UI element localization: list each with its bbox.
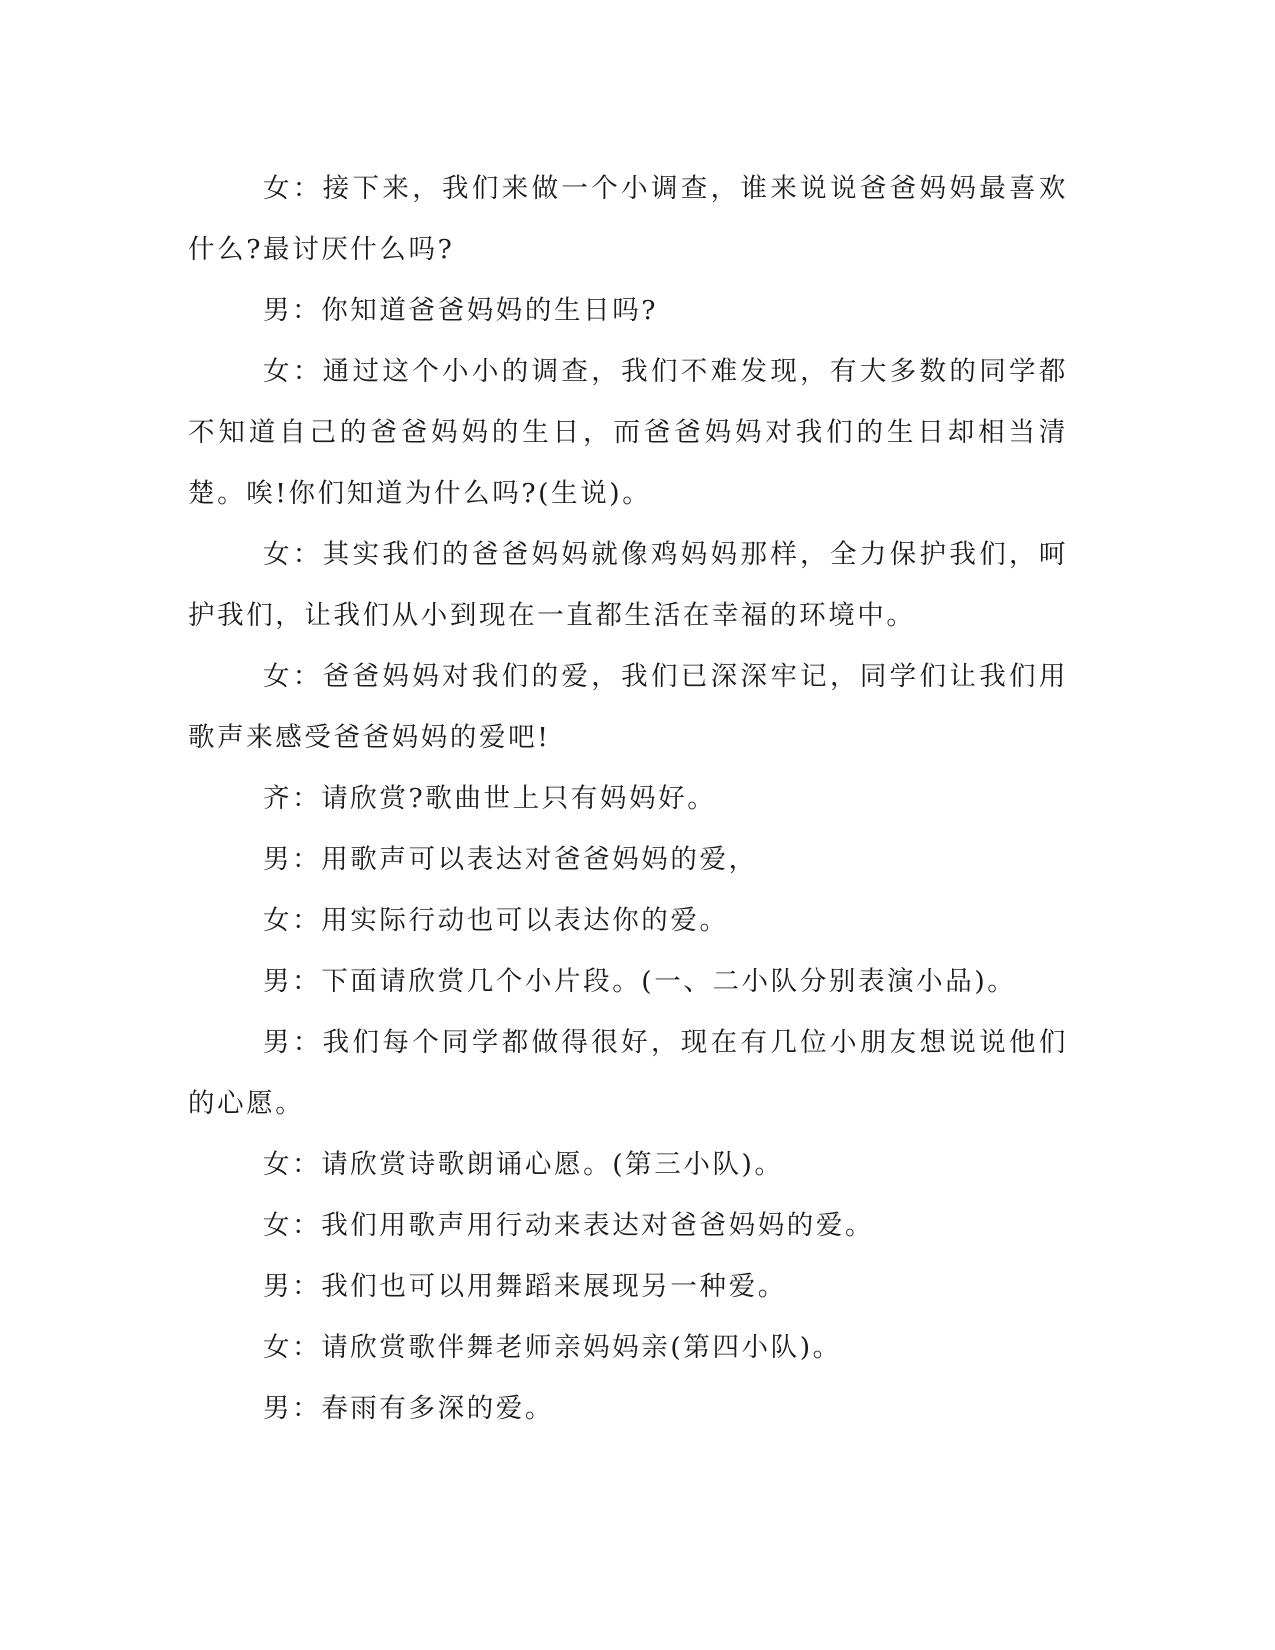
dialogue-paragraph: 女：其实我们的爸爸妈妈就像鸡妈妈那样，全力保护我们，呵护我们，让我们从小到现在一直都生活在幸福的环境中。 [188,539,1068,631]
dialogue-paragraph: 女：我们用歌声用行动来表达对爸爸妈妈的爱。 [263,1210,875,1241]
document-body [188,158,1068,1439]
dialogue-paragraph: 女：接下来，我们来做一个小调查，谁来说说爸爸妈妈最喜欢什么?最讨厌什么吗? [188,173,1068,265]
dialogue-paragraph: 女：请欣赏诗歌朗诵心愿。(第三小队)。 [263,1149,784,1180]
dialogue-paragraph: 女：爸爸妈妈对我们的爱，我们已深深牢记，同学们让我们用歌声来感受爸爸妈妈的爱吧! [188,661,1068,753]
dialogue-paragraph: 女：请欣赏歌伴舞老师亲妈妈亲(第四小队)。 [263,1332,842,1363]
dialogue-paragraph: 男：你知道爸爸妈妈的生日吗? [263,295,659,326]
dialogue-paragraph: 男：下面请欣赏几个小片段。(一、二小队分别表演小品)。 [263,966,1017,997]
dialogue-paragraph: 男：我们也可以用舞蹈来展现另一种爱。 [263,1271,787,1302]
dialogue-paragraph: 女：通过这个小小的调查，我们不难发现，有大多数的同学都不知道自己的爸爸妈妈的生日，而爸爸妈妈对我们的生日却相当清楚。唉!你们知道为什么吗?(生说)。 [188,356,1068,509]
dialogue-paragraph: 齐：请欣赏?歌曲世上只有妈妈好。 [263,783,717,814]
dialogue-paragraph: 男：春雨有多深的爱。 [263,1393,554,1424]
dialogue-paragraph: 男：我们每个同学都做得很好，现在有几位小朋友想说说他们的心愿。 [188,1027,1068,1119]
dialogue-paragraph: 男：用歌声可以表达对爸爸妈妈的爱， [263,844,758,875]
dialogue-paragraph: 女：用实际行动也可以表达你的爱。 [263,905,729,936]
